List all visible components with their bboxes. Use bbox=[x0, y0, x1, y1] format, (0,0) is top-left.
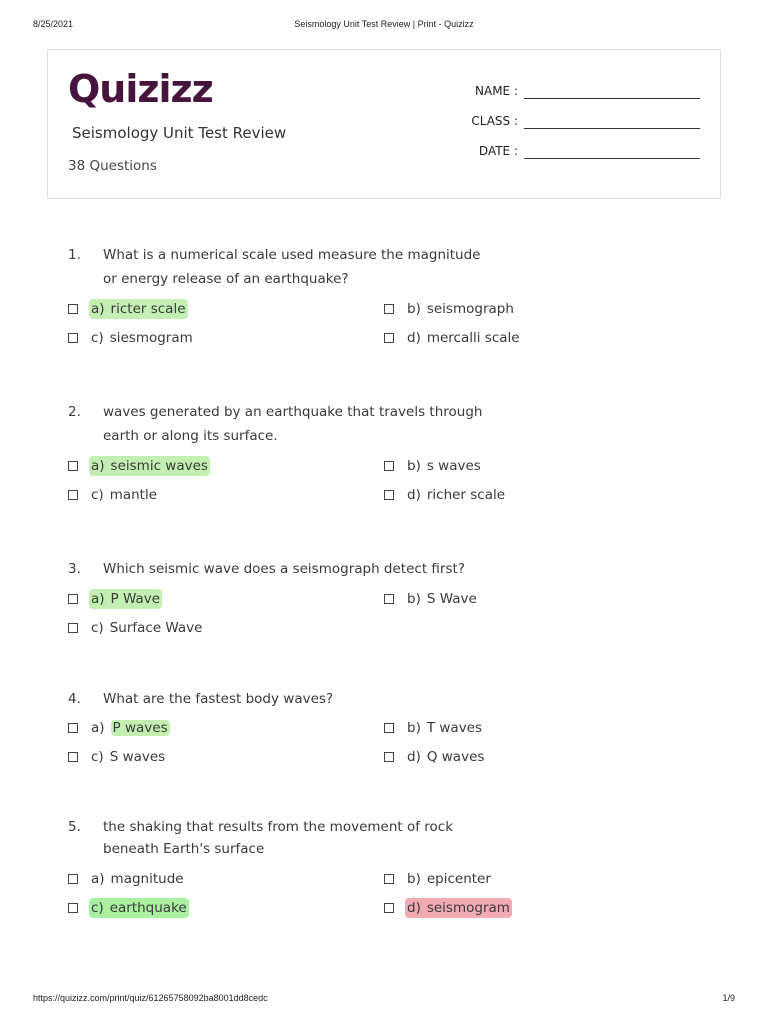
name-field bbox=[450, 80, 700, 110]
option-text: magnitude bbox=[110, 871, 184, 887]
option-a[interactable]: a) magnitude bbox=[68, 867, 186, 891]
option-a[interactable] bbox=[68, 587, 162, 611]
correct-highlight: a) P Wave bbox=[91, 591, 161, 607]
correct-highlight: P waves bbox=[112, 720, 168, 736]
option-text: siesmogram bbox=[109, 330, 193, 346]
option-c[interactable]: c) mantle bbox=[68, 483, 159, 507]
question-number: 1. bbox=[68, 247, 81, 263]
date-field bbox=[450, 140, 700, 170]
class-line[interactable] bbox=[524, 128, 700, 129]
print-header bbox=[0, 19, 768, 31]
option-b[interactable]: b) seismograph bbox=[384, 297, 516, 321]
option-text: Q waves bbox=[426, 749, 485, 765]
print-date: 8/25/2021 bbox=[33, 19, 74, 29]
option-d[interactable]: d) richer scale bbox=[384, 483, 507, 507]
options bbox=[68, 716, 708, 774]
option-b[interactable]: b) s waves bbox=[384, 454, 483, 478]
question-number: 4. bbox=[68, 691, 81, 707]
option-text: seismograph bbox=[426, 301, 514, 317]
checkbox[interactable] bbox=[384, 490, 394, 500]
question-4 bbox=[68, 687, 708, 774]
checkbox[interactable] bbox=[384, 874, 394, 884]
option-text: mercalli scale bbox=[426, 330, 520, 346]
checkbox[interactable] bbox=[384, 461, 394, 471]
checkbox[interactable] bbox=[384, 752, 394, 762]
options bbox=[68, 587, 708, 645]
checkbox[interactable] bbox=[68, 752, 78, 762]
correct-highlight: a) ricter scale bbox=[91, 301, 186, 317]
option-d[interactable]: d) Q waves bbox=[384, 745, 486, 769]
question-3 bbox=[68, 557, 708, 645]
checkbox[interactable] bbox=[68, 461, 78, 471]
option-b[interactable]: b) S Wave bbox=[384, 587, 479, 611]
question-count: 38 Questions bbox=[68, 158, 157, 174]
option-text: richer scale bbox=[426, 487, 506, 503]
option-text: s waves bbox=[426, 458, 481, 474]
option-text: Surface Wave bbox=[109, 620, 203, 636]
checkbox[interactable] bbox=[384, 594, 394, 604]
checkbox[interactable] bbox=[68, 623, 78, 633]
name-line[interactable] bbox=[524, 98, 700, 99]
option-b[interactable]: b) epicenter bbox=[384, 867, 493, 891]
option-text: mantle bbox=[109, 487, 158, 503]
question-2 bbox=[68, 400, 708, 512]
checkbox[interactable] bbox=[384, 723, 394, 733]
print-url[interactable]: https://quizizz.com/print/quiz/61265758092ba8001dd8cedc bbox=[33, 993, 268, 1003]
option-text: ricter scale bbox=[110, 301, 186, 317]
question-number: 2. bbox=[68, 404, 81, 420]
option-a[interactable] bbox=[68, 297, 188, 321]
name-label: NAME : bbox=[475, 84, 518, 98]
question-5 bbox=[68, 816, 708, 925]
checkbox[interactable] bbox=[68, 903, 78, 913]
options bbox=[68, 454, 708, 512]
checkbox[interactable] bbox=[384, 333, 394, 343]
class-field bbox=[450, 110, 700, 140]
option-text: T waves bbox=[426, 720, 483, 736]
checkbox[interactable] bbox=[68, 723, 78, 733]
date-line[interactable] bbox=[524, 158, 700, 159]
question-number: 5. bbox=[68, 819, 81, 835]
print-footer bbox=[0, 993, 768, 1005]
option-c[interactable] bbox=[68, 896, 189, 920]
option-c[interactable]: c) siesmogram bbox=[68, 326, 195, 350]
checkbox[interactable] bbox=[68, 333, 78, 343]
option-d[interactable]: d) mercalli scale bbox=[384, 326, 522, 350]
checkbox[interactable] bbox=[68, 304, 78, 314]
checkbox[interactable] bbox=[384, 304, 394, 314]
option-a[interactable]: a) P waves bbox=[68, 716, 172, 740]
page-number: 1/9 bbox=[722, 993, 735, 1003]
quiz-title: Seismology Unit Test Review bbox=[72, 124, 287, 142]
question-text: the shaking that results from the movement of rock beneath Earth's surface bbox=[103, 819, 454, 857]
question-text: What are the fastest body waves? bbox=[103, 691, 334, 707]
incorrect-highlight: d) seismogram bbox=[407, 900, 510, 916]
option-text: S waves bbox=[109, 749, 166, 765]
checkbox[interactable] bbox=[384, 903, 394, 913]
option-text: P Wave bbox=[110, 591, 161, 607]
option-text: epicenter bbox=[426, 871, 491, 887]
question-1 bbox=[68, 243, 708, 355]
option-d[interactable] bbox=[384, 896, 512, 920]
class-label: CLASS : bbox=[471, 114, 518, 128]
option-text: S Wave bbox=[426, 591, 477, 607]
option-c[interactable]: c) Surface Wave bbox=[68, 616, 204, 640]
option-text: earthquake bbox=[109, 900, 187, 916]
question-number: 3. bbox=[68, 561, 81, 577]
print-page-title: Seismology Unit Test Review | Print - Quizizz bbox=[294, 19, 474, 29]
option-a[interactable] bbox=[68, 454, 210, 478]
correct-highlight: a) seismic waves bbox=[91, 458, 208, 474]
correct-highlight: c) earthquake bbox=[91, 900, 187, 916]
checkbox[interactable] bbox=[68, 874, 78, 884]
question-text: waves generated by an earthquake that travels through earth or along its surface. bbox=[103, 404, 483, 444]
option-text: seismic waves bbox=[110, 458, 208, 474]
question-text: What is a numerical scale used measure the magnitude or energy release of an earthquake? bbox=[103, 247, 481, 287]
quizizz-logo: Quizizz bbox=[68, 67, 213, 111]
option-b[interactable]: b) T waves bbox=[384, 716, 484, 740]
date-label: DATE : bbox=[478, 144, 518, 158]
quiz-header-card bbox=[47, 49, 721, 199]
checkbox[interactable] bbox=[68, 594, 78, 604]
question-text: Which seismic wave does a seismograph detect first? bbox=[103, 561, 465, 577]
options bbox=[68, 867, 708, 925]
options bbox=[68, 297, 708, 355]
student-fields bbox=[450, 80, 700, 170]
option-c[interactable]: c) S waves bbox=[68, 745, 167, 769]
option-text: seismogram bbox=[426, 900, 510, 916]
checkbox[interactable] bbox=[68, 490, 78, 500]
